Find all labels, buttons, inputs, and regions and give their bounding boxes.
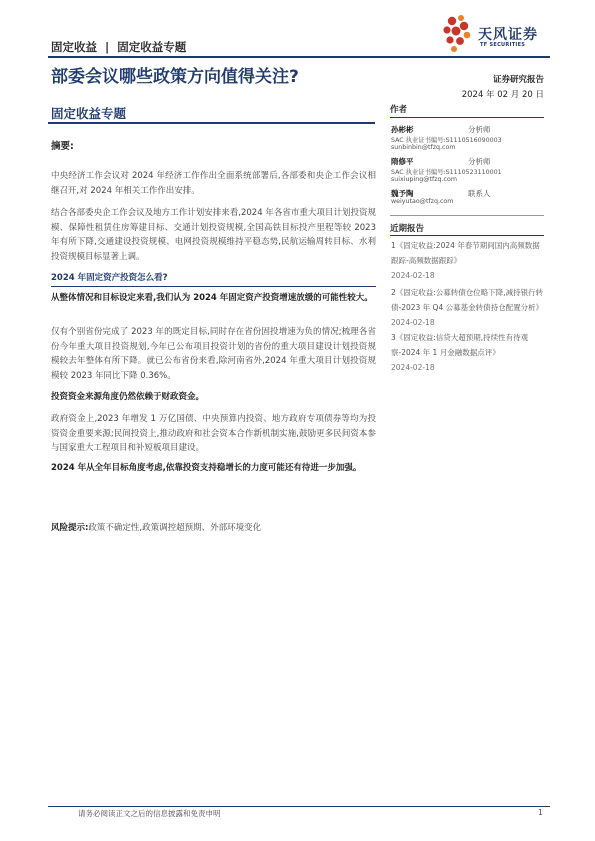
risk-label: 风险提示: bbox=[51, 523, 89, 533]
key-point-3: 2024 年从全年目标角度考虑,依靠投资支持稳增长的力度可能还有待进一步加强。 bbox=[51, 463, 362, 473]
footer-disclaimer: 请务必阅读正文之后的信息披露和免责申明 bbox=[78, 809, 221, 818]
subcategory-label: 固定收益专题 bbox=[117, 40, 187, 54]
risk-warning bbox=[51, 521, 261, 533]
header-divider bbox=[48, 56, 550, 58]
author-name: 魏予陶 bbox=[391, 189, 414, 198]
author-role: 分析师 bbox=[468, 157, 491, 166]
authors-heading: 作者 bbox=[390, 105, 408, 115]
category-label: 固定收益 bbox=[51, 40, 97, 54]
recent-report-date: 2024-02-18 bbox=[391, 318, 435, 327]
report-date: 2024 年 02 月 20 日 bbox=[461, 90, 544, 100]
recent-report-item[interactable]: 3《固定收益:信贷大超预期,持续性有待观察-2024 年 1 月金融数据点评》 bbox=[391, 333, 529, 357]
recent-report-date: 2024-02-18 bbox=[391, 363, 435, 372]
author-email[interactable]: suixiuping@tfzq.com bbox=[391, 176, 457, 183]
author-role: 分析师 bbox=[468, 125, 491, 134]
category-separator: | bbox=[105, 40, 110, 54]
author-name: 隋修平 bbox=[391, 157, 414, 166]
author-email[interactable]: sunbinbin@tfzq.com bbox=[391, 144, 456, 151]
author-cert: SAC 执业证书编号:S1110516090003 bbox=[391, 137, 502, 144]
key-point-1: 从整体情况和目标设定来看,我们认为 2024 年固定资产投资增速放缓的可能性较大。 bbox=[51, 293, 373, 303]
summary-paragraph-4: 政府资金上,2023 年增发 1 万亿国债、中央预算内投资、地方政府专项债券等均为投资资金重要来源;民间投资上,推动政府和社会资本合作新机制实施,鼓励更多民间资本参与国家重大工程项目和补短板项目建设。 bbox=[51, 414, 376, 454]
risk-text: 政策不确定性,政策调控超预期、外部环境变化 bbox=[88, 523, 262, 533]
footer-divider bbox=[48, 806, 550, 807]
header-category bbox=[51, 39, 186, 55]
recent-reports-heading: 近期报告 bbox=[390, 224, 425, 234]
authors-divider bbox=[390, 117, 544, 118]
summary-paragraph-3: 仅有个别省份完成了 2023 年的既定目标,同时存在省份固投增速为负的情况;梳理各省份今年重大项目投资规划,今年已公布项目投资计划的省份的重大项目建设计划投资规模较去年整体有所下降。就已公布省份来看,除河南省外,2024 年重大项目计划投资规模较 2023 年同比下降 0.36%。 bbox=[51, 327, 376, 381]
subheading-underline bbox=[51, 286, 376, 287]
author-cert: SAC 执业证书编号:S1110523110001 bbox=[391, 169, 502, 176]
page-number: 1 bbox=[538, 808, 543, 817]
recent-report-item[interactable]: 1《固定收益:2024 年春节期间国内高频数据跟踪-高频数据跟踪》 bbox=[391, 241, 540, 265]
recent-report-item[interactable]: 2《固定收益:公募转债仓位略下降,减持银行转债-2023 年 Q4 公募基金转债持仓配置分析》 bbox=[391, 288, 544, 312]
report-type: 证券研究报告 bbox=[492, 75, 544, 85]
recent-top-divider bbox=[390, 215, 544, 216]
summary-paragraph-2: 结合各部委央企工作会议及地方工作计划安排来看,2024 年各省市重大项目计划投资规模、保障性租赁住房筹建目标、交通计划投资规模,全国高铁目标投产里程等较 2023 年有所下降,交通建设投资规模、电网投资规模维持平稳态势,民航运输周转目标、水利投资规模目标显著上调。 bbox=[51, 208, 376, 262]
logo-text-cn: 天风证券 bbox=[478, 27, 538, 43]
summary-label: 摘要: bbox=[51, 141, 74, 152]
logo-mark-icon bbox=[440, 14, 476, 54]
author-role: 联系人 bbox=[468, 189, 491, 198]
recent-divider bbox=[390, 235, 544, 236]
author-email[interactable]: weiyutao@tfzq.com bbox=[391, 198, 454, 205]
summary-paragraph-1: 中央经济工作会议对 2024 年经济工作作出全面系统部署后,各部委和央企工作会议相继召开,对 2024 年相关工作作出安排。 bbox=[51, 171, 376, 196]
tf-securities-logo bbox=[440, 14, 550, 54]
author-name: 孙彬彬 bbox=[391, 125, 414, 134]
page-title: 部委会议哪些政策方向值得关注? bbox=[51, 67, 299, 87]
section-title: 固定收益专题 bbox=[51, 106, 127, 121]
logo-text-en: TF SECURITIES bbox=[480, 42, 526, 48]
subheading-investment: 2024 年固定资产投资怎么看? bbox=[51, 273, 168, 283]
recent-report-date: 2024-02-18 bbox=[391, 271, 435, 280]
key-point-2: 投资资金来源角度仍然依赖于财政资金。 bbox=[51, 392, 205, 402]
section-divider bbox=[48, 122, 375, 124]
